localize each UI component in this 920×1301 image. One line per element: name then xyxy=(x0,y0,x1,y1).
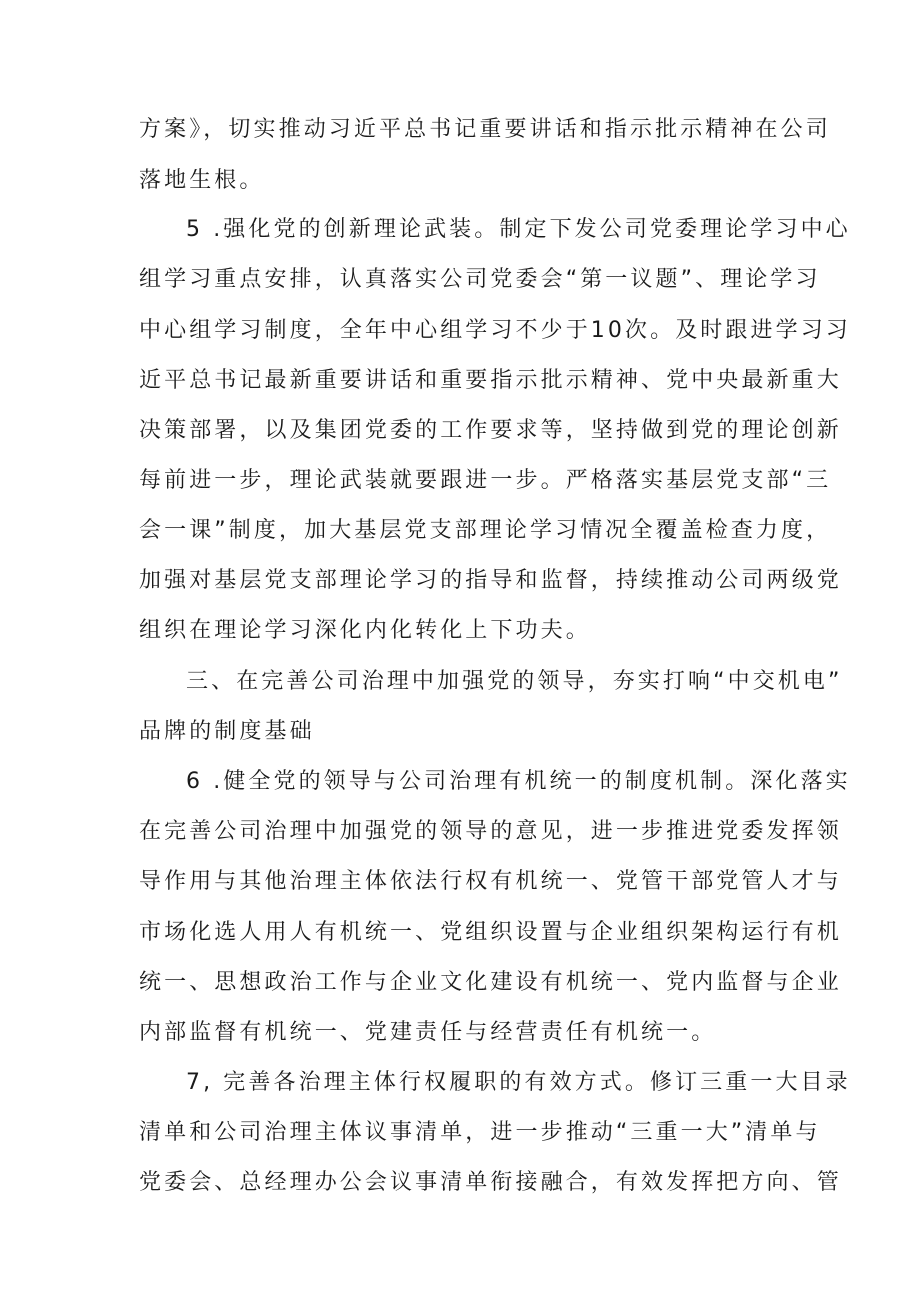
text-line: 方案》，切实推动习近平总书记重要讲话和指示批示精神在公司 xyxy=(139,117,831,142)
text-line: 组学习重点安排，认真落实公司党委会“第一议题”、理论学习 xyxy=(139,267,821,292)
text-line: 市场化选人用人有机统一、党组织设置与企业组织架构运行有机 xyxy=(139,920,842,945)
text-line: 组织在理论学习深化内化转化上下功夫。 xyxy=(139,618,591,643)
text-line: 清单和公司治理主体议事清单，进一步推动“三重一大”清单与 xyxy=(139,1120,821,1145)
text-line: 近平总书记最新重要讲话和重要指示批示精神、党中央最新重大 xyxy=(139,368,842,393)
text-line: 导作用与其他治理主体依法行权有机统一、党管干部党管人才与 xyxy=(139,869,842,894)
text-line: 决策部署，以及集团党委的工作要求等，坚持做到党的理论创新 xyxy=(139,418,842,443)
paragraph-7-heading-line: 7, 完善各治理主体行权履职的有效方式。修订三重一大目录 xyxy=(186,1070,851,1095)
text-line: 加强对基层党支部理论学习的指导和监督，持续推动公司两级党 xyxy=(139,568,842,593)
text-line: 每前进一步，理论武装就要跟进一步。严格落实基层党支部“三 xyxy=(139,468,832,493)
text-line: 统一、思想政治工作与企业文化建设有机统一、党内监督与企业 xyxy=(139,970,842,995)
paragraph-6-heading-line: 6 .健全党的领导与公司治理有机统一的制度机制。深化落实 xyxy=(186,769,851,794)
paragraph-5-heading-line: 5 .强化党的创新理论武装。制定下发公司党委理论学习中心 xyxy=(186,217,851,242)
section-heading-line: 三、在完善公司治理中加强党的领导，夯实打响“中交机电” xyxy=(186,669,843,694)
text-line: 在完善公司治理中加强党的领导的意见，进一步推进党委发挥领 xyxy=(139,819,842,844)
text-line: 会一课”制度，加大基层党支部理论学习情况全覆盖检查力度， xyxy=(139,518,832,543)
section-heading-line: 品牌的制度基础 xyxy=(139,719,315,744)
text-line: 党委会、总经理办公会议事清单衔接融合，有效发挥把方向、管 xyxy=(139,1170,842,1195)
text-line: 内部监督有机统一、党建责任与经营责任有机统一。 xyxy=(139,1020,717,1045)
text-line: 中心组学习制度，全年中心组学习不少于10次。及时跟进学习习 xyxy=(139,318,851,343)
text-line: 落地生根。 xyxy=(139,168,265,193)
